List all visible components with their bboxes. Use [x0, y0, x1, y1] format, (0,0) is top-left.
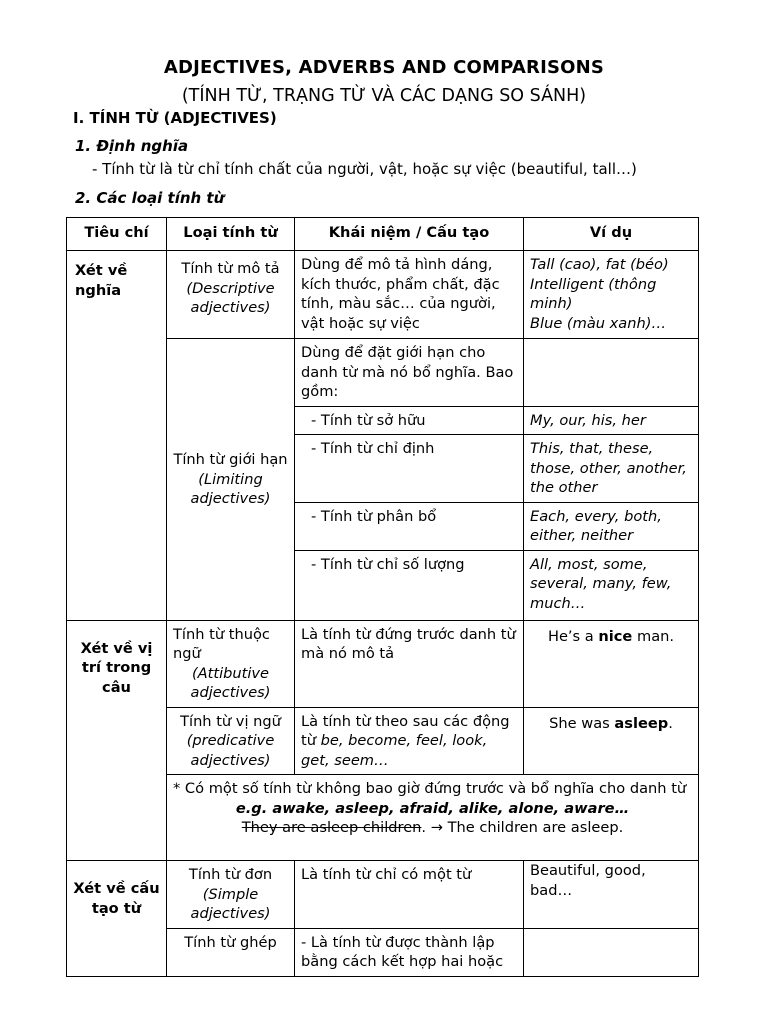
header-concept: Khái niệm / Cấu tạo	[295, 218, 524, 251]
criterion-position: Xét về vị trí trong câu	[67, 620, 167, 861]
section-heading: I. TÍNH TỪ (ADJECTIVES)	[73, 109, 277, 127]
concept-predicative	[295, 707, 524, 775]
type-attributive	[167, 620, 295, 707]
type-predicative	[167, 707, 295, 775]
concept-descriptive: Dùng để mô tả hình dáng, kích thước, phẩm chất, đặc tính, màu sắc… của người, vật hoặc sự việc	[295, 251, 524, 339]
limiting-example: Each, every, both, either, neither	[524, 502, 699, 550]
example-descriptive	[524, 251, 699, 339]
limiting-subtype: - Tính từ sở hữu	[295, 406, 524, 435]
example-highlight: asleep	[614, 714, 669, 732]
limiting-subtype: - Tính từ chỉ định	[295, 435, 524, 503]
concept-attributive: Là tính từ đứng trước danh từ mà nó mô tả	[295, 620, 524, 707]
header-criterion: Tiêu chí	[67, 218, 167, 251]
concept-text: Là tính từ theo sau các động từ	[301, 712, 510, 749]
note-correction	[173, 818, 692, 838]
concept-simple: Là tính từ chỉ có một từ	[295, 861, 524, 929]
type-label-en: (Simple adjectives)	[190, 885, 271, 922]
type-label-en: (Descriptive adjectives)	[186, 279, 275, 316]
definition-text: - Tính từ là từ chỉ tính chất của người, vật, hoặc sự việc (beautiful, tall…)	[92, 160, 637, 178]
example-line: Tall (cao), fat (béo)	[530, 256, 669, 273]
limiting-example: All, most, some, several, many, few, much…	[524, 550, 699, 620]
position-note	[167, 775, 699, 861]
example-predicative	[524, 707, 699, 775]
type-label-en: (Limiting adjectives)	[190, 470, 271, 507]
type-label: Tính từ đơn	[188, 866, 273, 883]
limiting-subtype: - Tính từ chỉ số lượng	[295, 550, 524, 620]
concept-compound: - Là tính từ được thành lập bằng cách kết hợp hai hoặc	[295, 928, 524, 976]
example-text: .	[668, 714, 673, 732]
table-row	[67, 861, 699, 929]
example-text: She was	[549, 714, 615, 732]
example-attributive	[524, 620, 699, 707]
table-row	[67, 251, 699, 339]
type-label-en: (predicative adjectives)	[186, 732, 275, 769]
concept-limiting: Dùng để đặt giới hạn cho danh từ mà nó bổ nghĩa. Bao gồm:	[295, 339, 524, 407]
example-empty	[524, 928, 699, 976]
type-compound: Tính từ ghép	[167, 928, 295, 976]
limiting-example: This, that, these, those, other, another, the other	[524, 435, 699, 503]
table-header-row	[67, 218, 699, 251]
note-examples: e.g. awake, asleep, afraid, alike, alone, aware…	[235, 799, 630, 817]
header-type: Loại tính từ	[167, 218, 295, 251]
type-simple	[167, 861, 295, 929]
example-line: Intelligent (thông minh)	[530, 275, 657, 312]
note-right-example: . → The children are asleep.	[421, 819, 624, 836]
limiting-subtype: - Tính từ phân bổ	[295, 502, 524, 550]
example-simple: Beautiful, good, bad…	[524, 861, 699, 929]
type-descriptive	[167, 251, 295, 339]
type-label-en: (Attibutive adjectives)	[190, 664, 271, 701]
type-label: Tính từ vị ngữ	[180, 712, 281, 730]
type-limiting	[167, 339, 295, 621]
type-label: Tính từ thuộc ngữ	[173, 625, 270, 662]
concept-verbs: be, become, feel, look, get, seem…	[301, 732, 488, 769]
example-text: man.	[632, 627, 675, 645]
criterion-meaning: Xét về nghĩa	[67, 251, 167, 621]
note-text: * Có một số tính từ không bao giờ đứng trước và bổ nghĩa cho danh từ	[173, 780, 687, 797]
document-title: ADJECTIVES, ADVERBS AND COMPARISONS	[163, 57, 605, 78]
example-highlight: nice	[598, 627, 633, 645]
example-empty	[524, 339, 699, 407]
table-row	[67, 620, 699, 707]
subheading-definition: 1. Định nghĩa	[75, 137, 189, 155]
subheading-types: 2. Các loại tính từ	[75, 189, 225, 207]
header-example: Ví dụ	[524, 218, 699, 251]
adjective-types-table	[66, 217, 699, 977]
example-text: He’s a	[547, 627, 599, 645]
limiting-example: My, our, his, her	[524, 406, 699, 435]
type-label: Tính từ mô tả	[181, 260, 280, 277]
criterion-structure: Xét về cấu tạo từ	[67, 861, 167, 977]
document-subtitle: (TÍNH TỪ, TRẠNG TỪ VÀ CÁC DẠNG SO SÁNH)	[181, 86, 587, 106]
note-wrong-example: They are asleep children	[241, 819, 422, 836]
type-label: Tính từ giới hạn	[173, 451, 288, 468]
example-line: Blue (màu xanh)…	[530, 314, 667, 332]
